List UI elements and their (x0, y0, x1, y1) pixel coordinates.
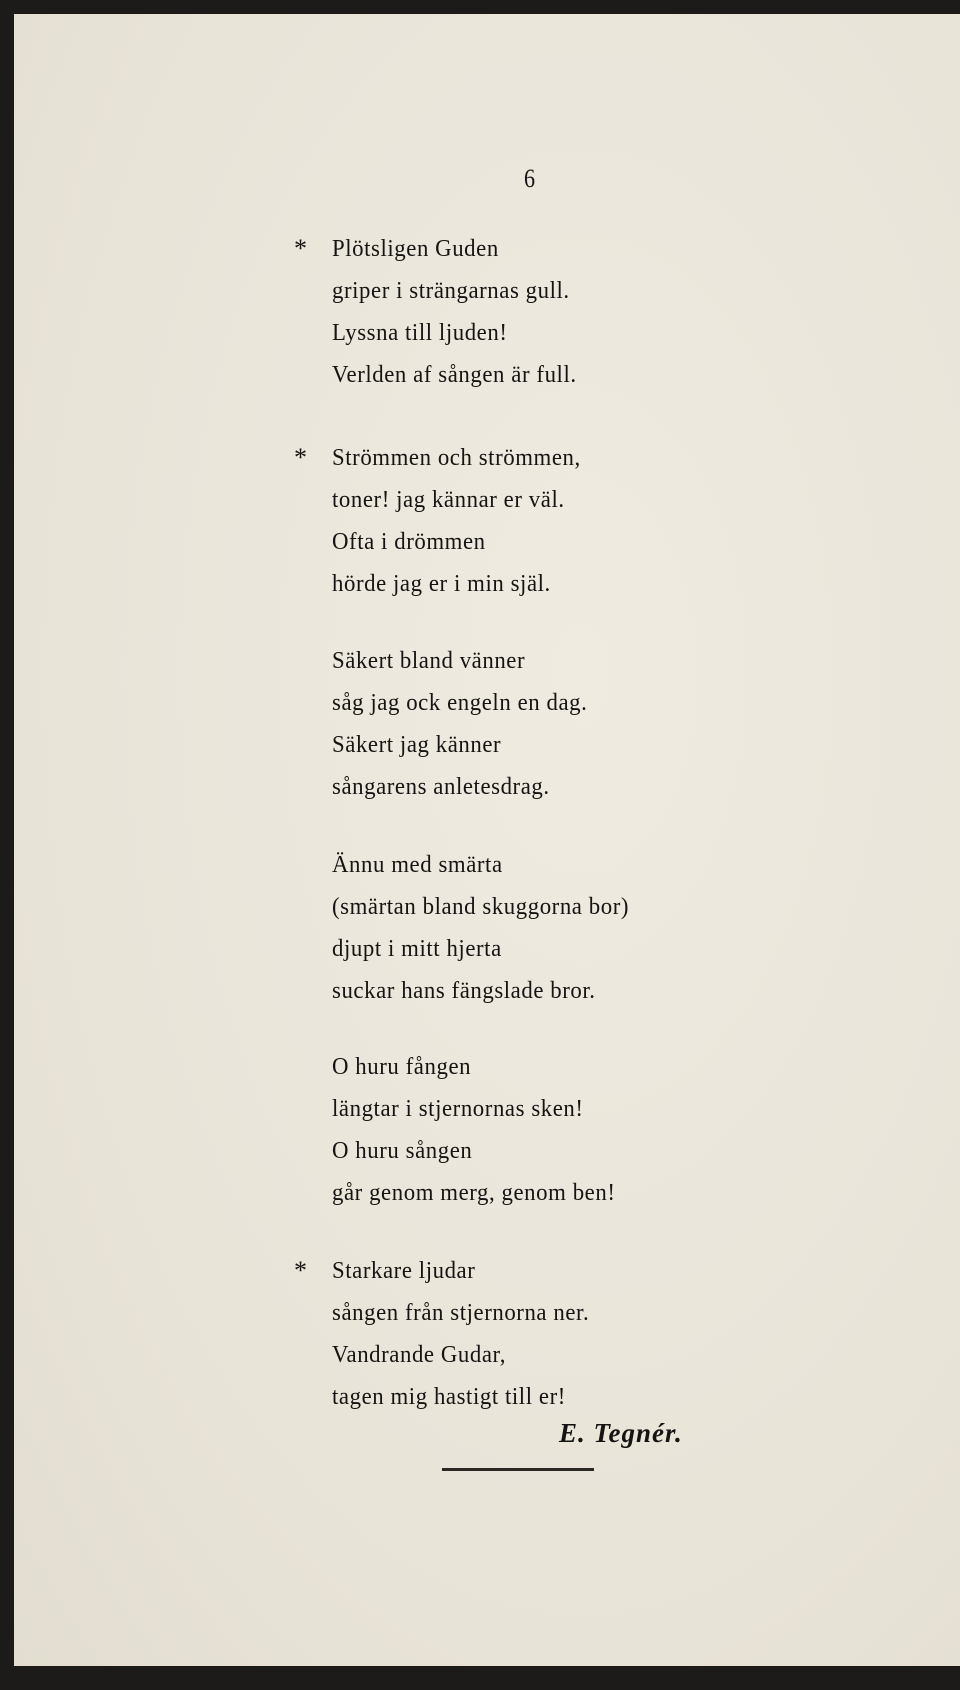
poem-line: Verlden af sången är full. (332, 362, 577, 388)
stanza-2 (294, 437, 594, 605)
stanza-6 (294, 1250, 603, 1418)
poem-line: sångarens anletesdrag. (332, 774, 550, 800)
poem-line: Strömmen och strömmen, (332, 445, 581, 471)
poem-line: sången från stjernorna ner. (332, 1300, 590, 1326)
stanza-5 (332, 1046, 630, 1214)
stanza-marker: * (294, 234, 307, 263)
closing-rule (442, 1468, 594, 1471)
poem-line: tagen mig hastigt till er! (332, 1384, 566, 1410)
poem-line: Lyssna till ljuden! (332, 320, 508, 346)
author-signature: E. Tegnér. (559, 1418, 683, 1448)
poem-line: Säkert bland vänner (332, 648, 526, 674)
poem-line: suckar hans fängslade bror. (332, 978, 596, 1004)
poem-line: Plötsligen Guden (332, 236, 499, 262)
stanza-marker: * (294, 1256, 307, 1285)
poem-line: Ofta i drömmen (332, 529, 486, 555)
poem-line: Ännu med smärta (332, 852, 503, 878)
poem-line: hörde jag er i min själ. (332, 571, 551, 597)
poem-line: O huru sången (332, 1138, 473, 1164)
poem-line: längtar i stjernornas sken! (332, 1096, 584, 1122)
poem-line: O huru fången (332, 1054, 472, 1080)
stanza-4 (332, 844, 645, 1012)
poem-line: griper i strängarnas gull. (332, 278, 570, 304)
stanza-3 (332, 640, 601, 808)
poem-line: Vandrande Gudar, (332, 1342, 507, 1368)
poem-line: toner! jag kännar er väl. (332, 487, 565, 513)
poem-line: går genom merg, genom ben! (332, 1180, 616, 1206)
paper-sheet (14, 14, 960, 1666)
page-number: 6 (523, 164, 536, 193)
poem-line: såg jag ock engeln en dag. (332, 690, 588, 716)
stanza-1 (294, 228, 590, 396)
poem-line: Starkare ljudar (332, 1258, 476, 1284)
poem-line: Säkert jag känner (332, 732, 502, 758)
poem-line: (smärtan bland skuggorna bor) (332, 894, 630, 920)
poem-line: djupt i mitt hjerta (332, 936, 502, 962)
stanza-marker: * (294, 443, 307, 472)
